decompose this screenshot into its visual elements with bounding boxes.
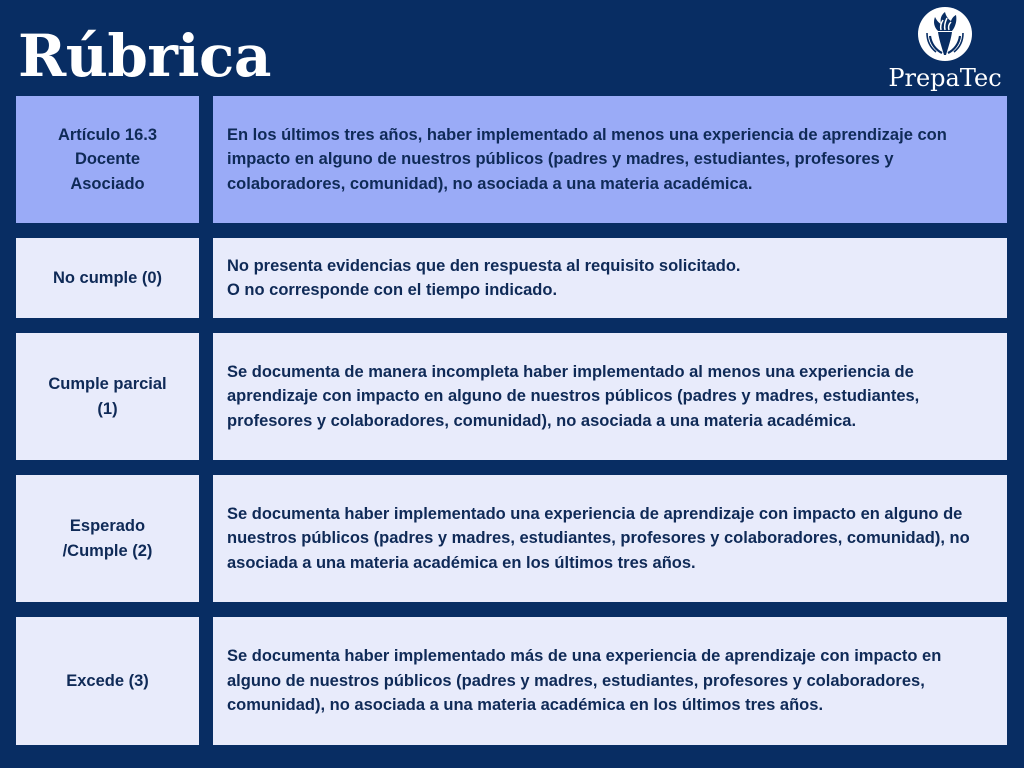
torch-emblem-icon — [917, 6, 973, 62]
rubric-description-cell — [213, 617, 1007, 745]
rubric-row-esperado — [16, 475, 1007, 602]
rubric-row-excede — [16, 617, 1007, 745]
rubric-description-cell — [213, 333, 1007, 460]
page-title: Rúbrica — [18, 22, 271, 90]
rubric-label-cell — [16, 96, 199, 223]
level-description: Se documenta de manera incompleta haber implementado al menos una experiencia de aprendizaje con impacto en alguno de nuestros públicos (padres y madres, estudiantes, profesores y colaboradores, comunidad), no asociada a una materia académica. — [227, 362, 920, 430]
level-description: Se documenta haber implementado una experiencia de aprendizaje con impacto en alguno de nuestros públicos (padres y madres, estudiantes, profesores y colaboradores, comunidad), no asociada a una materia académica en los últimos tres años. — [227, 504, 970, 572]
logo-text: PrepaTec — [888, 64, 1002, 92]
criterion-description: En los últimos tres años, haber implementado al menos una experiencia de aprendizaje con impacto en alguno de nuestros públicos (padres y madres, estudiantes, profesores y colaboradores, comunidad), no asociada a una materia académica. — [227, 125, 947, 193]
level-label: Esperado /Cumple (2) — [62, 517, 153, 560]
rubric-label-cell — [16, 617, 199, 745]
level-label: Excede (3) — [66, 671, 149, 690]
rubric-row-cumple-parcial — [16, 333, 1007, 460]
rubric-row-header — [16, 96, 1007, 223]
prepatec-logo — [882, 6, 1008, 96]
criterion-label: Artículo 16.3 Docente Asociado — [57, 125, 158, 193]
level-description: Se documenta haber implementado más de una experiencia de aprendizaje con impacto en alguno de nuestros públicos (padres y madres, estudiantes, profesores y colaboradores, comunidad), no asociada a una materia académica en los últimos tres años. — [227, 647, 942, 715]
level-description: No presenta evidencias que den respuesta al requisito solicitado. O no corresponde con el tiempo indicado. — [227, 256, 741, 299]
rubric-description-cell — [213, 96, 1007, 223]
level-label: No cumple (0) — [52, 268, 163, 287]
rubric-row-no-cumple — [16, 238, 1007, 318]
rubric-label-cell — [16, 475, 199, 602]
rubric-description-cell — [213, 238, 1007, 318]
rubric-description-cell — [213, 475, 1007, 602]
level-label: Cumple parcial (1) — [48, 375, 167, 418]
rubric-label-cell — [16, 333, 199, 460]
rubric-label-cell — [16, 238, 199, 318]
